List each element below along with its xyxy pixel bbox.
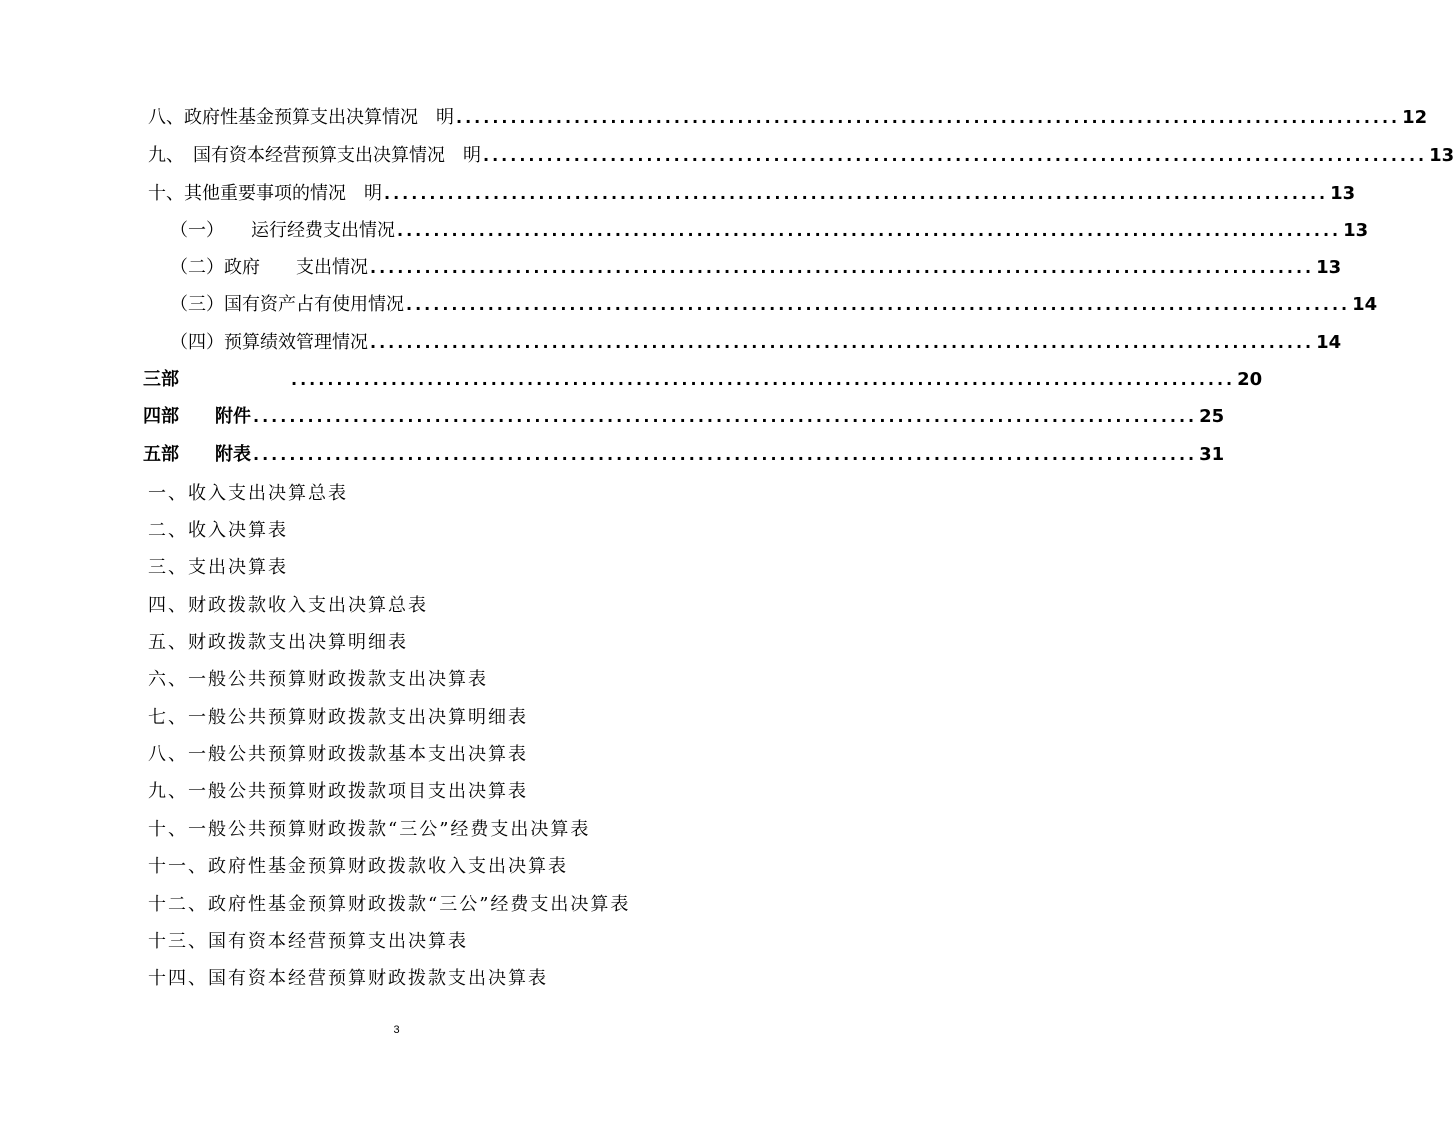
toc-leader-dots: ........................................................................................................ [456, 108, 1401, 127]
list-item[interactable]: 五、财政拨款支出决算明细表 [148, 632, 408, 653]
toc-leader-dots: ........................................................................................................ [291, 370, 1236, 389]
toc-leader-dots: ........................................................................................................ [253, 445, 1198, 464]
toc-leader-dots: ........................................................................................................ [253, 407, 1198, 426]
toc-entry-page: 25 [1199, 406, 1225, 427]
list-item[interactable]: 十四、国有资本经营预算财政拨款支出决算表 [148, 968, 548, 989]
list-item[interactable]: 十、一般公共预算财政拨款“三公”经费支出决算表 [148, 819, 591, 840]
toc-entry-label: 三部 [143, 369, 179, 390]
toc-entry-label: 五部 附表 [143, 444, 251, 465]
toc-leader-dots: ........................................................................................................ [397, 221, 1342, 240]
list-item[interactable]: 九、一般公共预算财政拨款项目支出决算表 [148, 781, 528, 802]
toc-part-5[interactable] [143, 441, 1225, 469]
toc-entry-page: 13 [1429, 145, 1454, 166]
toc-entry-page: 13 [1343, 220, 1369, 241]
toc-entry-label: （一） 运行经费支出情况 [170, 220, 395, 241]
toc-entry-page: 31 [1199, 444, 1225, 465]
list-item[interactable]: 四、财政拨款收入支出决算总表 [148, 595, 428, 616]
list-item[interactable]: 八、一般公共预算财政拨款基本支出决算表 [148, 744, 528, 765]
toc-entry-page: 12 [1402, 107, 1428, 128]
toc-entry-page: 14 [1316, 332, 1342, 353]
toc-part-3[interactable] [143, 366, 1263, 394]
toc-entry-label: 十、其他重要事项的情况 明 [148, 183, 382, 204]
list-item[interactable]: 二、收入决算表 [148, 520, 288, 541]
toc-entry-page: 13 [1316, 257, 1342, 278]
list-item[interactable]: 三、支出决算表 [148, 557, 288, 578]
list-item[interactable]: 一、收入支出决算总表 [148, 483, 348, 504]
toc-subentry-2[interactable] [170, 254, 1342, 282]
toc-entry-label: 八、政府性基金预算支出决算情况 明 [148, 107, 454, 128]
toc-entry-label: 九、 国有资本经营预算支出决算情况 明 [148, 145, 481, 166]
list-item[interactable]: 十二、政府性基金预算财政拨款“三公”经费支出决算表 [148, 894, 631, 915]
toc-entry-9[interactable] [148, 142, 1454, 170]
toc-entry-page: 20 [1237, 369, 1263, 390]
toc-entry-10[interactable] [148, 180, 1356, 208]
toc-entry-label: （三）国有资产占有使用情况 [170, 294, 404, 315]
page-number: 3 [393, 1024, 400, 1036]
toc-entry-8[interactable] [148, 104, 1428, 132]
toc-leader-dots: ........................................................................................................ [384, 184, 1329, 203]
toc-entry-label: （二）政府 支出情况 [170, 257, 368, 278]
toc-leader-dots: ........................................................................................................ [483, 146, 1428, 165]
toc-entry-label: 四部 附件 [143, 406, 251, 427]
toc-subentry-1[interactable] [170, 217, 1369, 245]
toc-leader-dots: ........................................................................................................ [406, 295, 1351, 314]
toc-entry-page: 14 [1352, 294, 1378, 315]
list-item[interactable]: 七、一般公共预算财政拨款支出决算明细表 [148, 707, 528, 728]
toc-leader-dots: ........................................................................................................ [370, 333, 1315, 352]
toc-leader-dots: ........................................................................................................ [370, 258, 1315, 277]
toc-subentry-3[interactable] [170, 291, 1378, 319]
toc-entry-page: 13 [1330, 183, 1356, 204]
list-item[interactable]: 十一、政府性基金预算财政拨款收入支出决算表 [148, 856, 568, 877]
list-item[interactable]: 十三、国有资本经营预算支出决算表 [148, 931, 468, 952]
toc-subentry-4[interactable] [170, 329, 1342, 357]
toc-part-4[interactable] [143, 403, 1225, 431]
toc-entry-label: （四）预算绩效管理情况 [170, 332, 368, 353]
list-item[interactable]: 六、一般公共预算财政拨款支出决算表 [148, 669, 488, 690]
